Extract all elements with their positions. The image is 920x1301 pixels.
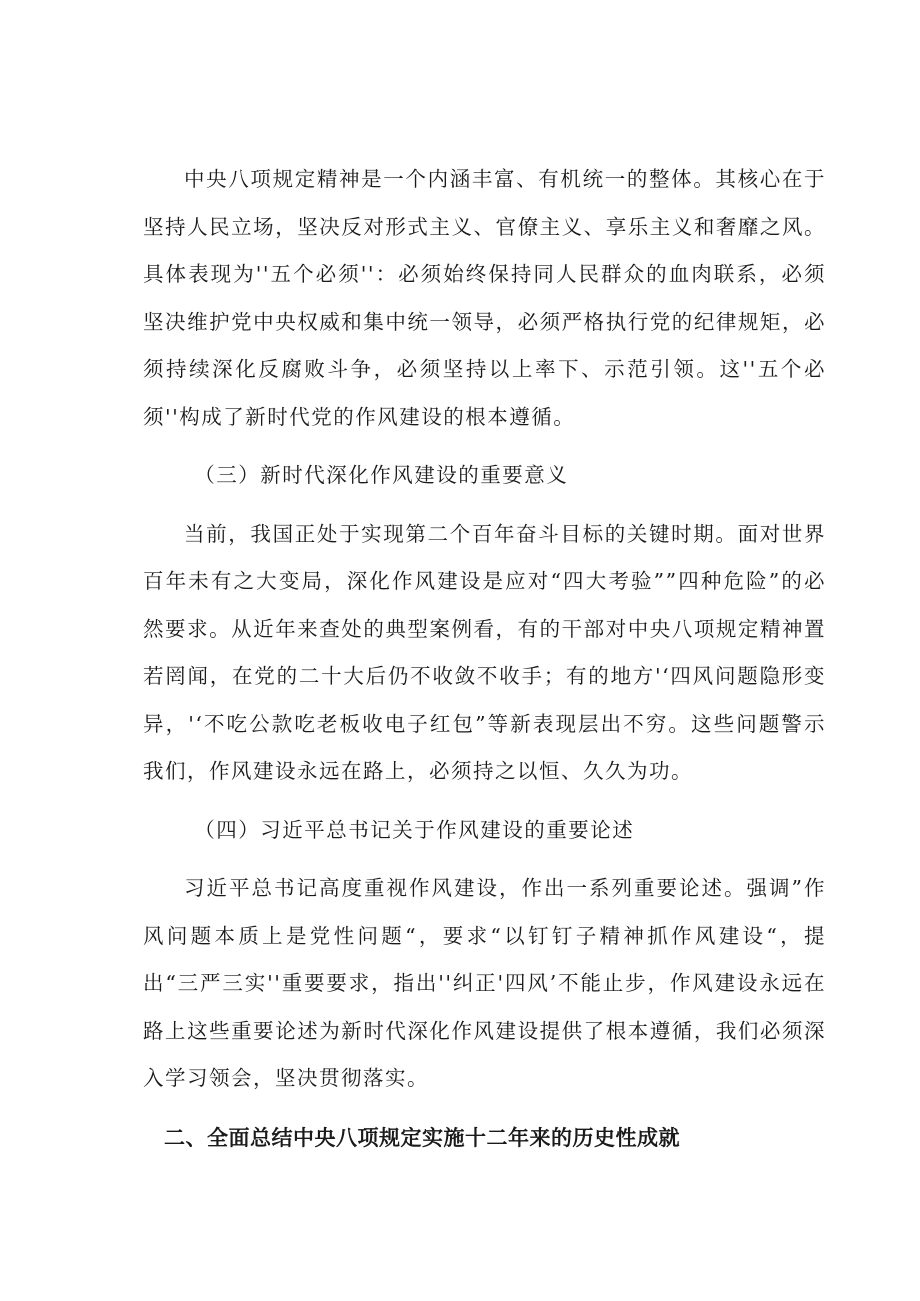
subheading-significance: （三）新时代深化作风建设的重要意义 bbox=[194, 463, 569, 487]
subheading-xi-remarks: （四）习近平总书记关于作风建设的重要论述 bbox=[194, 817, 635, 842]
document-body bbox=[143, 156, 826, 1162]
paragraph-five-musts: 中央八项规定精神是一个内涵丰富、有机统一的整体。其核心在于坚持人民立场，坚决反对形式主义、官僚主义、享乐主义和奢靡之风。具体表现为''五个必须''：必须始终保持同人民群众的血肉联系，必须坚决维护党中央权威和集中统一领导，必须严格执行党的纪律规矩，必须持续深化反腐败斗争，必须坚持以上率下、示范引领。这''五个必须''构成了新时代党的作风建设的根本遵循。 bbox=[143, 167, 826, 429]
paragraph-xi-remarks: 习近平总书记高度重视作风建设，作出一系列重要论述。强调”作风问题本质上是党性问题“，要求“以钉钉子精神抓作风建设“，提出“三严三实''重要要求，指出''纠正'四风’不能止步，作风建设永远在路上这些重要论述为新时代深化作风建设提供了根本遵循，我们必须深入学习领会，坚决贯彻落实。 bbox=[143, 876, 826, 1090]
paragraph-current-situation: 当前，我国正处于实现第二个百年奋斗目标的关键时期。面对世界百年未有之大变局，深化作风建设是应对“四大考验””四种危险”的必然要求。从近年来查处的典型案例看，有的干部对中央八项规定精神置若罔闻，在党的二十大后仍不收敛不收手；有的地方'‘四风问题隐形变异，'‘不吃公款吃老板收电子红包”等新表现层出不穷。这些问题警示我们，作风建设永远在路上，必须持之以恒、久久为功。 bbox=[143, 521, 826, 783]
section-heading-achievements: 二、全面总结中央八项规定实施十二年来的历史性成就 bbox=[164, 1125, 680, 1150]
